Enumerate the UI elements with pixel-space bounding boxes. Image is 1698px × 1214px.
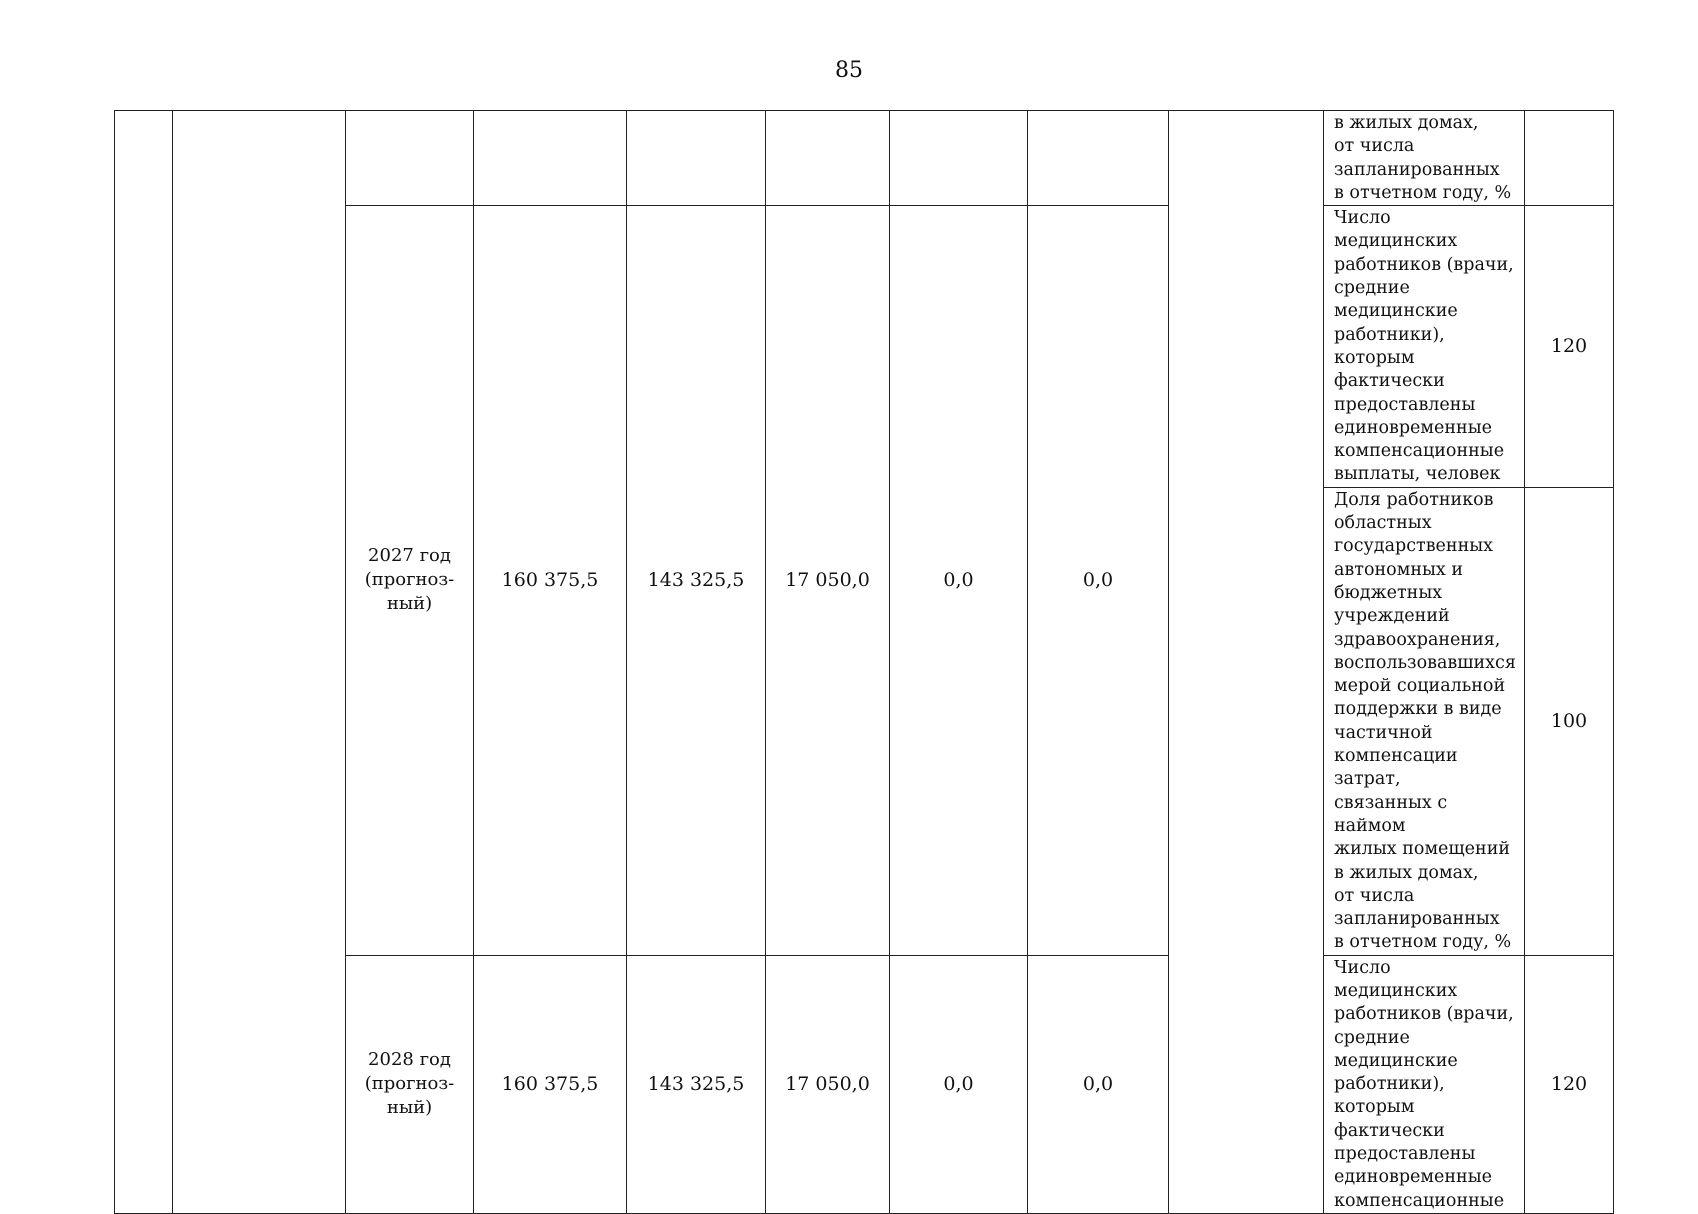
period-cell: 2027 год (прогноз- ный): [346, 206, 474, 956]
indicator-text-cell: в жилых домах, от числа запланированных в отчетном году, %: [1324, 111, 1525, 206]
indicator-value-cell: 120: [1525, 955, 1614, 1213]
budget-table: [114, 110, 1614, 1214]
responsible-executor-cell: [1169, 111, 1324, 1214]
indicator-text-cell: Доля работников областных государственных автономных и бюджетных учреждений здравоохранения, воспользовавшихся мерой социальной поддержки в виде частичной компенсации затрат, связанных с наймом жилых помещений в жилых домах, от числа запланированных в отчетном году, %: [1324, 487, 1525, 955]
indicator-value-cell: [1525, 111, 1614, 206]
total-cell: [474, 111, 627, 206]
local-budget-cell: 0,0: [890, 955, 1028, 1213]
period-cell: 2028 год (прогноз- ный): [346, 955, 474, 1213]
regional-budget-cell: [627, 111, 766, 206]
federal-budget-cell: 17 050,0: [766, 206, 890, 956]
table-row: [115, 111, 1614, 206]
total-cell: 160 375,5: [474, 206, 627, 956]
event-name-cell: [173, 111, 346, 1214]
local-budget-cell: 0,0: [890, 206, 1028, 956]
regional-budget-cell: 143 325,5: [627, 206, 766, 956]
other-sources-cell: [1028, 111, 1169, 206]
other-sources-cell: 0,0: [1028, 955, 1169, 1213]
other-sources-cell: 0,0: [1028, 206, 1169, 956]
page-number: 85: [835, 58, 863, 83]
indicator-value-cell: 100: [1525, 487, 1614, 955]
number-cell: [115, 111, 173, 1214]
regional-budget-cell: 143 325,5: [627, 955, 766, 1213]
local-budget-cell: [890, 111, 1028, 206]
indicator-text-cell: Число медицинских работников (врачи, средние медицинские работники), которым фактически предоставлены единовременные компенсационные: [1324, 955, 1525, 1213]
indicator-text-cell: Число медицинских работников (врачи, средние медицинские работники), которым фактически предоставлены единовременные компенсационные выплаты, человек: [1324, 206, 1525, 488]
indicator-value-cell: 120: [1525, 206, 1614, 488]
period-cell: [346, 111, 474, 206]
federal-budget-cell: [766, 111, 890, 206]
federal-budget-cell: 17 050,0: [766, 955, 890, 1213]
total-cell: 160 375,5: [474, 955, 627, 1213]
